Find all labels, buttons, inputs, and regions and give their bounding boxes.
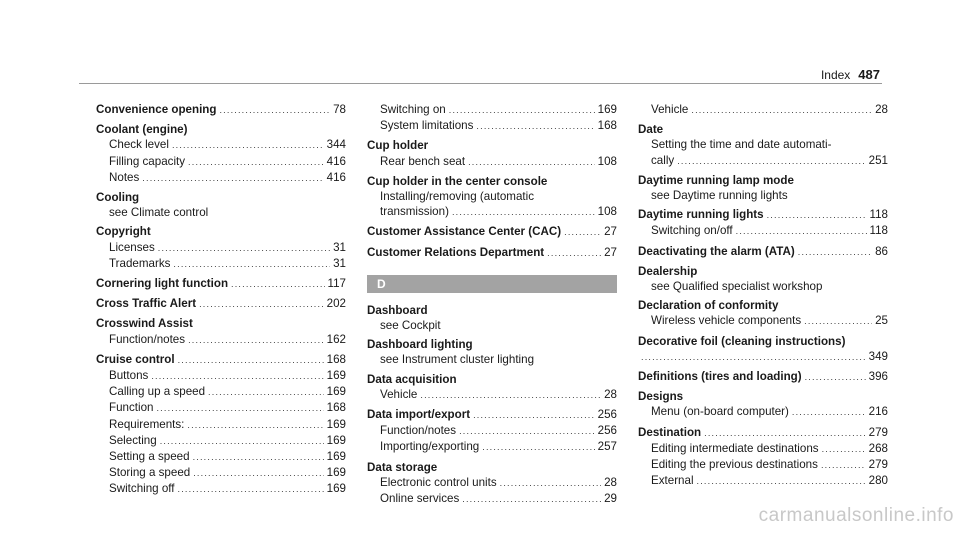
page-number: 487 bbox=[858, 67, 880, 82]
page-reference: 169 bbox=[326, 466, 346, 480]
index-term-row bbox=[96, 122, 346, 137]
dot-leader bbox=[231, 277, 324, 292]
page-reference: 29 bbox=[604, 492, 617, 506]
index-subentry-text: see Qualified specialist workshop bbox=[651, 280, 823, 294]
index-subentry-text: see Cockpit bbox=[380, 319, 441, 333]
index-subentry-text: see Instrument cluster lighting bbox=[380, 353, 535, 367]
dot-leader bbox=[173, 257, 330, 272]
index-subentry-text: see Daytime running lights bbox=[651, 189, 788, 203]
index-term: Customer Relations Department bbox=[367, 245, 545, 259]
index-subentry-row bbox=[638, 313, 888, 329]
index-column-1 bbox=[96, 102, 346, 502]
index-entry bbox=[638, 207, 888, 239]
index-entry bbox=[96, 296, 346, 312]
index-subentry-text: Function/notes bbox=[109, 332, 186, 346]
index-subentry-row bbox=[367, 118, 617, 134]
page-reference: 168 bbox=[326, 352, 346, 366]
index-entry bbox=[638, 173, 888, 203]
index-term-row bbox=[638, 207, 888, 223]
index-entry bbox=[96, 316, 346, 347]
page-reference: 416 bbox=[326, 154, 346, 168]
dot-leader bbox=[178, 353, 324, 368]
dot-leader bbox=[208, 385, 324, 400]
index-term: Destination bbox=[638, 425, 702, 439]
page-reference: 117 bbox=[327, 277, 346, 291]
index-term-row bbox=[96, 316, 346, 331]
index-subentry-text: Wireless vehicle components bbox=[651, 314, 802, 328]
index-entry bbox=[638, 244, 888, 260]
page-reference: 86 bbox=[875, 244, 888, 258]
page-reference: 168 bbox=[597, 119, 617, 133]
header-rule bbox=[79, 83, 882, 84]
dot-leader bbox=[564, 225, 601, 240]
index-subentry-text: Buttons bbox=[109, 369, 149, 383]
index-term: Cup holder bbox=[367, 139, 429, 153]
dot-leader bbox=[199, 297, 324, 312]
index-term: Decorative foil (cleaning instructions) bbox=[638, 334, 846, 348]
dot-leader bbox=[156, 401, 323, 416]
index-term-row bbox=[638, 244, 888, 260]
index-subentry-row bbox=[638, 457, 888, 473]
index-term-row bbox=[638, 122, 888, 137]
index-term-row bbox=[638, 173, 888, 188]
index-term: Dashboard lighting bbox=[367, 338, 473, 352]
index-term-row bbox=[367, 224, 617, 240]
page-reference: 28 bbox=[875, 103, 888, 116]
dot-leader bbox=[188, 333, 324, 348]
dot-leader bbox=[805, 370, 866, 385]
dot-leader bbox=[172, 138, 324, 153]
index-entry bbox=[367, 102, 617, 134]
dot-leader bbox=[151, 369, 323, 384]
index-subentry-text: Check level bbox=[109, 138, 169, 152]
index-entry bbox=[638, 334, 888, 365]
page-reference: 162 bbox=[326, 332, 346, 346]
index-term-row bbox=[367, 337, 617, 352]
index-subentry-row bbox=[367, 439, 617, 455]
index-entry bbox=[367, 245, 617, 261]
index-subentry-text: Vehicle bbox=[380, 387, 418, 401]
index-term-row bbox=[96, 224, 346, 239]
page-reference: 108 bbox=[597, 205, 617, 219]
page-reference: 27 bbox=[604, 225, 617, 239]
index-entry bbox=[638, 264, 888, 294]
dot-leader bbox=[459, 424, 595, 439]
index-entry bbox=[638, 425, 888, 490]
index-term: Data acquisition bbox=[367, 372, 457, 386]
index-term-row bbox=[367, 460, 617, 475]
dot-leader bbox=[188, 155, 324, 170]
index-subentry-row bbox=[367, 102, 617, 118]
dot-leader bbox=[482, 440, 594, 455]
index-entry bbox=[96, 276, 346, 292]
page-reference: 28 bbox=[604, 387, 617, 401]
index-subentry-text: Switching off bbox=[109, 482, 175, 496]
index-entry bbox=[367, 224, 617, 240]
page-header bbox=[821, 67, 880, 82]
index-subentry-text: Requirements: bbox=[109, 417, 185, 431]
page-reference: 168 bbox=[326, 401, 346, 415]
dot-leader bbox=[500, 476, 601, 491]
index-term: Daytime running lights bbox=[638, 208, 764, 222]
page-reference: 31 bbox=[333, 256, 346, 270]
section-letter-header: D bbox=[367, 275, 617, 293]
index-entry bbox=[638, 298, 888, 329]
index-subentry-row bbox=[96, 332, 346, 348]
index-subentry-row bbox=[96, 170, 346, 186]
index-subentry-row bbox=[96, 240, 346, 256]
dot-leader bbox=[449, 103, 595, 118]
index-subentry-text: Trademarks bbox=[109, 256, 171, 270]
index-subentry-row bbox=[638, 137, 888, 152]
index-subentry-text: Switching on/off bbox=[651, 224, 733, 238]
index-term: Deactivating the alarm (ATA) bbox=[638, 244, 795, 258]
index-term-row bbox=[367, 138, 617, 153]
index-term: Convenience opening bbox=[96, 103, 217, 116]
index-term-row bbox=[638, 369, 888, 385]
index-entry bbox=[96, 352, 346, 498]
index-term: Date bbox=[638, 123, 664, 137]
index-subentry-row bbox=[367, 189, 617, 204]
index-entry bbox=[638, 102, 888, 118]
index-subentry-text: Rear bench seat bbox=[380, 154, 466, 168]
index-entry bbox=[638, 369, 888, 385]
index-entry bbox=[367, 372, 617, 403]
index-subentry-row bbox=[96, 368, 346, 384]
index-subentry-text: Licenses bbox=[109, 240, 155, 254]
dot-leader bbox=[420, 388, 601, 403]
index-column-3 bbox=[638, 102, 888, 493]
page-reference: 349 bbox=[868, 349, 888, 363]
dot-leader bbox=[736, 224, 867, 239]
index-subentry-row bbox=[367, 423, 617, 439]
index-subentry-text: System limitations bbox=[380, 119, 474, 133]
page-reference: 251 bbox=[868, 153, 888, 167]
page-reference: 169 bbox=[597, 103, 617, 116]
page-reference: 256 bbox=[597, 408, 617, 422]
index-term: Cross Traffic Alert bbox=[96, 297, 197, 311]
index-subentry-text: Storing a speed bbox=[109, 466, 191, 480]
dot-leader bbox=[641, 350, 866, 365]
index-entry bbox=[96, 224, 346, 272]
dot-leader bbox=[160, 434, 324, 449]
index-subentry-row bbox=[638, 279, 888, 294]
index-entry bbox=[96, 122, 346, 186]
index-subentry-row bbox=[96, 481, 346, 497]
index-term: Dashboard bbox=[367, 303, 428, 317]
dot-leader bbox=[193, 466, 323, 481]
index-term-row bbox=[96, 296, 346, 312]
dot-leader bbox=[468, 155, 595, 170]
dot-leader bbox=[158, 241, 330, 256]
index-subentry-row bbox=[367, 475, 617, 491]
index-subentry-text: Setting a speed bbox=[109, 450, 190, 464]
page-reference: 202 bbox=[326, 297, 346, 311]
dot-leader bbox=[178, 482, 324, 497]
index-subentry-row bbox=[96, 433, 346, 449]
page-reference: 257 bbox=[597, 440, 617, 454]
index-term: Cruise control bbox=[96, 352, 175, 366]
index-term-row bbox=[638, 425, 888, 441]
index-entry bbox=[367, 174, 617, 221]
dot-leader bbox=[473, 408, 595, 423]
dot-leader bbox=[691, 103, 872, 118]
dot-leader bbox=[822, 442, 866, 457]
index-subentry-row bbox=[96, 137, 346, 153]
index-subentry-text: External bbox=[651, 474, 694, 488]
index-term: Cup holder in the center console bbox=[367, 174, 548, 188]
index-term-row bbox=[367, 407, 617, 423]
page-reference: 169 bbox=[326, 450, 346, 464]
page-reference: 279 bbox=[868, 425, 888, 439]
index-entry bbox=[367, 337, 617, 367]
index-subentry-row bbox=[96, 205, 346, 220]
index-term: Copyright bbox=[96, 225, 151, 239]
index-column-2 bbox=[367, 102, 617, 511]
index-term-row bbox=[638, 298, 888, 313]
dot-leader bbox=[792, 405, 866, 420]
page-reference: 416 bbox=[326, 170, 346, 184]
index-subentry-row bbox=[638, 188, 888, 203]
page-reference: 279 bbox=[868, 458, 888, 472]
index-subentry-row bbox=[638, 441, 888, 457]
dot-leader bbox=[142, 171, 323, 186]
index-subentry-text: cally bbox=[651, 153, 675, 167]
index-term: Declaration of conformity bbox=[638, 299, 779, 313]
index-term: Data import/export bbox=[367, 408, 471, 422]
index-subentry-text: Vehicle bbox=[651, 103, 689, 116]
index-subentry-row bbox=[96, 400, 346, 416]
index-subentry-row bbox=[367, 204, 617, 220]
dot-leader bbox=[193, 450, 324, 465]
index-term-row bbox=[638, 264, 888, 279]
index-subentry-text: Switching on bbox=[380, 103, 446, 116]
index-subentry-row bbox=[638, 153, 888, 169]
index-subentry-row bbox=[638, 473, 888, 489]
page-reference: 268 bbox=[868, 441, 888, 455]
index-term-row bbox=[96, 190, 346, 205]
index-subentry-text: Editing the previous destinations bbox=[651, 458, 818, 472]
page-reference: 25 bbox=[875, 314, 888, 328]
index-subentry-row bbox=[367, 387, 617, 403]
page-reference: 118 bbox=[869, 208, 888, 222]
index-subentry-text: Menu (on-board computer) bbox=[651, 405, 789, 419]
dot-leader bbox=[767, 208, 867, 223]
index-subentry-text: Function bbox=[109, 401, 154, 415]
index-subentry-row bbox=[367, 352, 617, 367]
index-subentry-row bbox=[96, 449, 346, 465]
index-term-row bbox=[96, 102, 346, 118]
index-subentry-text: Electronic control units bbox=[380, 475, 497, 489]
index-subentry-text: Selecting bbox=[109, 433, 157, 447]
page-reference: 169 bbox=[326, 482, 346, 496]
index-term: Crosswind Assist bbox=[96, 317, 193, 331]
index-subentry-row bbox=[638, 349, 888, 365]
dot-leader bbox=[697, 474, 866, 489]
index-term: Data storage bbox=[367, 460, 438, 474]
page-reference: 169 bbox=[326, 369, 346, 383]
page-reference: 280 bbox=[868, 474, 888, 488]
index-subentry-row bbox=[638, 223, 888, 239]
index-term-row bbox=[638, 389, 888, 404]
index-subentry-row bbox=[96, 384, 346, 400]
index-term-row bbox=[367, 174, 617, 189]
index-subentry-text: Notes bbox=[109, 170, 140, 184]
index-term: Designs bbox=[638, 390, 684, 404]
index-subentry-text: Installing/removing (automatic bbox=[380, 190, 535, 204]
page-reference: 31 bbox=[333, 240, 346, 254]
dot-leader bbox=[187, 418, 323, 433]
index-subentry-text: Filling capacity bbox=[109, 154, 186, 168]
dot-leader bbox=[219, 103, 330, 118]
index-subentry-text: Importing/exporting bbox=[380, 440, 480, 454]
index-subentry-text: Editing intermediate destinations bbox=[651, 441, 819, 455]
page-reference: 344 bbox=[326, 138, 346, 152]
page-reference: 169 bbox=[326, 385, 346, 399]
index-entry bbox=[638, 389, 888, 420]
dot-leader bbox=[677, 154, 865, 169]
index-subentry-row bbox=[96, 465, 346, 481]
index-subentry-text: transmission) bbox=[380, 205, 449, 219]
dot-leader bbox=[462, 492, 601, 507]
dot-leader bbox=[798, 245, 872, 260]
header-label: Index bbox=[820, 68, 851, 82]
index-term-row bbox=[638, 334, 888, 349]
page-reference: 216 bbox=[868, 405, 888, 419]
index-entry bbox=[367, 460, 617, 508]
dot-leader bbox=[452, 205, 595, 220]
index-term: Daytime running lamp mode bbox=[638, 173, 794, 187]
index-subentry-row bbox=[638, 404, 888, 420]
index-subentry-row bbox=[367, 154, 617, 170]
page-reference: 28 bbox=[604, 475, 617, 489]
page-reference: 256 bbox=[597, 424, 617, 438]
index-subentry-row bbox=[367, 318, 617, 333]
index-subentry-row bbox=[96, 154, 346, 170]
page-reference: 118 bbox=[869, 224, 888, 238]
dot-leader bbox=[704, 426, 866, 441]
index-term-row bbox=[367, 303, 617, 318]
watermark-logo: carmanualsonline.info bbox=[758, 505, 954, 526]
page-reference: 169 bbox=[326, 433, 346, 447]
index-term: Definitions (tires and loading) bbox=[638, 370, 802, 384]
index-entry bbox=[367, 303, 617, 333]
index-entry bbox=[638, 122, 888, 169]
index-subentry-text: Function/notes bbox=[380, 424, 457, 438]
index-term: Customer Assistance Center (CAC) bbox=[367, 225, 562, 239]
index-subentry-text: Online services bbox=[380, 492, 460, 506]
index-term-row bbox=[367, 245, 617, 261]
index-entry bbox=[96, 190, 346, 220]
index-term: Cornering light function bbox=[96, 277, 229, 291]
index-term-row bbox=[96, 276, 346, 292]
index-entry bbox=[96, 102, 346, 118]
dot-leader bbox=[821, 458, 866, 473]
index-term-row bbox=[96, 352, 346, 368]
page-reference: 169 bbox=[326, 417, 346, 431]
index-subentry-text: Setting the time and date automati- bbox=[651, 138, 832, 152]
index-subentry-text: Calling up a speed bbox=[109, 385, 206, 399]
index-subentry-row bbox=[96, 417, 346, 433]
page-reference: 396 bbox=[868, 370, 888, 384]
index-subentry-row bbox=[638, 102, 888, 118]
dot-leader bbox=[804, 314, 872, 329]
index-term: Cooling bbox=[96, 191, 140, 205]
index-subentry-text: see Climate control bbox=[109, 206, 209, 220]
index-term-row bbox=[367, 372, 617, 387]
index-subentry-row bbox=[96, 256, 346, 272]
page-reference: 27 bbox=[604, 245, 617, 259]
page-reference: 78 bbox=[333, 103, 346, 116]
index-entry bbox=[367, 407, 617, 456]
index-term: Dealership bbox=[638, 264, 698, 278]
index-entry bbox=[367, 138, 617, 169]
index-subentry-row bbox=[367, 491, 617, 507]
dot-leader bbox=[547, 246, 601, 261]
page-reference: 108 bbox=[597, 154, 617, 168]
index-term: Coolant (engine) bbox=[96, 123, 188, 137]
dot-leader bbox=[476, 119, 594, 134]
